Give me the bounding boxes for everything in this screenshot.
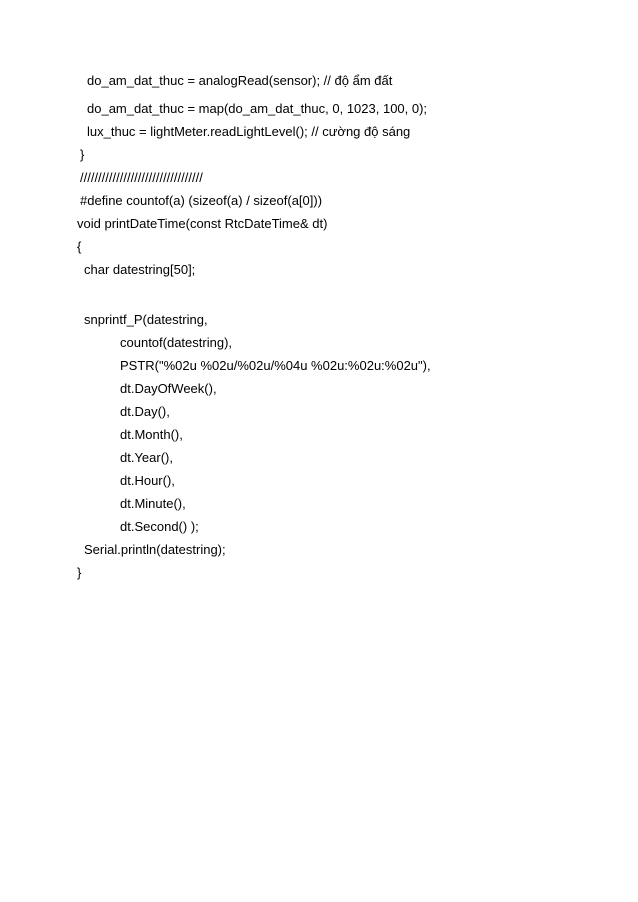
code-line: dt.Year(), bbox=[120, 450, 173, 465]
code-line: Serial.println(datestring); bbox=[84, 542, 226, 557]
code-line: PSTR("%02u %02u/%02u/%04u %02u:%02u:%02u"), bbox=[120, 358, 431, 373]
code-line: dt.Hour(), bbox=[120, 473, 175, 488]
code-line: char datestring[50]; bbox=[84, 262, 196, 277]
code-line: dt.Day(), bbox=[120, 404, 170, 419]
code-line: #define countof(a) (sizeof(a) / sizeof(a[0])) bbox=[80, 193, 323, 208]
code-line: countof(datestring), bbox=[120, 335, 233, 350]
code-line: snprintf_P(datestring, bbox=[84, 312, 208, 327]
code-line: dt.Second() ); bbox=[120, 519, 199, 534]
code-line: dt.Minute(), bbox=[120, 496, 186, 511]
code-line: do_am_dat_thuc = analogRead(sensor); // độ ẩm đất bbox=[87, 73, 393, 88]
code-line: } bbox=[80, 147, 85, 162]
code-line: lux_thuc = lightMeter.readLightLevel(); // cường độ sáng bbox=[87, 124, 411, 139]
code-line: dt.DayOfWeek(), bbox=[120, 381, 217, 396]
code-line: void printDateTime(const RtcDateTime& dt) bbox=[77, 216, 328, 231]
code-line: ////////////////////////////////// bbox=[80, 170, 203, 185]
code-line: { bbox=[77, 239, 82, 254]
code-line: } bbox=[77, 565, 82, 580]
code-line: dt.Month(), bbox=[120, 427, 183, 442]
code-line: do_am_dat_thuc = map(do_am_dat_thuc, 0, 1023, 100, 0); bbox=[87, 101, 428, 116]
